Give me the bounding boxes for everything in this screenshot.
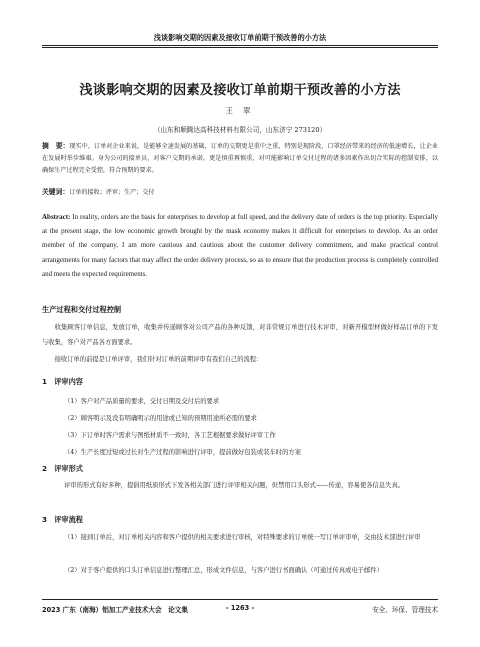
section-3-title: 3 评审流程 [42,515,83,524]
author: 王 翠 [225,106,255,115]
footer-rule [42,599,438,600]
section-3-para-2: （2）对于客户提供的口头订单信息进行整理汇总，形成文件信息，与客户进行书面确认（可通过传真或电子邮件） [64,567,383,574]
keywords-cn-label: 关键词： [42,188,70,196]
section-2-title: 2 评审形式 [42,464,83,473]
paper-title: 浅谈影响交期的因素及接收订单前期干预改善的小方法 [79,83,401,98]
abstract-cn [42,140,438,177]
abstract-en-label: Abstract: [42,213,71,221]
running-head: 浅谈影响交期的因素及接收订单前期干预改善的小方法 [153,33,327,42]
section-1-item-2: （2）顾客明示及没有明确明示的用途或已知的预期用途所必需的要求 [64,415,257,422]
section-1-item-3: （3）下订单时客户需求与图纸材质不一致时，各工艺根据要求做好评审工作 [64,432,276,439]
affiliation: （山东和顺腾达高科技材料有限公司，山东济宁 273120） [153,126,327,134]
abstract-en [42,210,438,281]
section-1-title: 1 评审内容 [42,377,83,386]
page-number: - 1263 - [225,604,255,612]
abstract-cn-text: 现实中，订单对企业来说，是能够全速发展的基础，订单的交期更是重中之重，特别是现阶段，口罩经济带来的经济的低速增长，让企业在发展时举步维艰。身为公司的接单员，对客户交期的承诺，更是慎重再慎重，对可能影响订单交付过程的诸多因素作出切合实际的控制安排，以确保生产过程完全受控，符合预期的要求。 [42,143,438,174]
section-main-para-2: 接收订单的前提是订单评审，我们针对订单的前期评审有我们自己的流程： [54,356,263,363]
section-main-title: 生产过程和交付过程控制 [42,305,122,314]
header-rule [42,45,438,46]
section-main-para-1: 收集顾客订单信息，发放订单，收集并传递顾客对公司产品的各种反馈，对非常规订单进行技术评审，对新开模型材做好样品订单的下发与收集，客户对产品各方面要求。 [42,324,438,346]
keywords-cn-text: 订单的接收；评审；生产；交付 [69,189,155,196]
abstract-en-text: In reality, orders are the basis for enterprises to develop at full speed, and the delivery date of orders is the top priority. Especially at the present stage, the low economic growth brought by the mask economy makes it difficult for enterprises to develop. As an order member of the company, I am more cautious and cautious about the customer delivery commitment, and make practical control arrangements for many factors that may affect the order delivery process, so as to ensure that the production process is completely controlled and meets the expected requirements. [42,213,438,278]
section-1-item-4: （4）生产长度过短或过长对生产过程的影响进行评审，提前做好包装或装车时的方案 [64,449,301,456]
header-rule-thin [42,47,438,48]
keywords-cn [42,186,438,199]
footer-proceedings: 2023 广东（南海）铝加工产业技术大会 论文集 [42,606,188,614]
abstract-cn-label: 摘 要： [42,142,70,150]
section-2-text: 评审的形式有好多种，提倡用纸质形式下发各相关部门进行评审相关问题，但禁用口头形式——传递，容易使各信息失真。 [64,482,405,489]
section-1-item-1: （1）客户对产品质量的要求，交付日期及交付后的要求 [64,398,220,405]
footer-section: 安全、环保、管理技术 [372,606,438,614]
section-3-para-1: （1）接到订单后，对订单相关内容和客户提供的相关要求进行审核，对特殊要求的订单统一写订单评审单，交由技术部进行评审 [64,534,421,541]
